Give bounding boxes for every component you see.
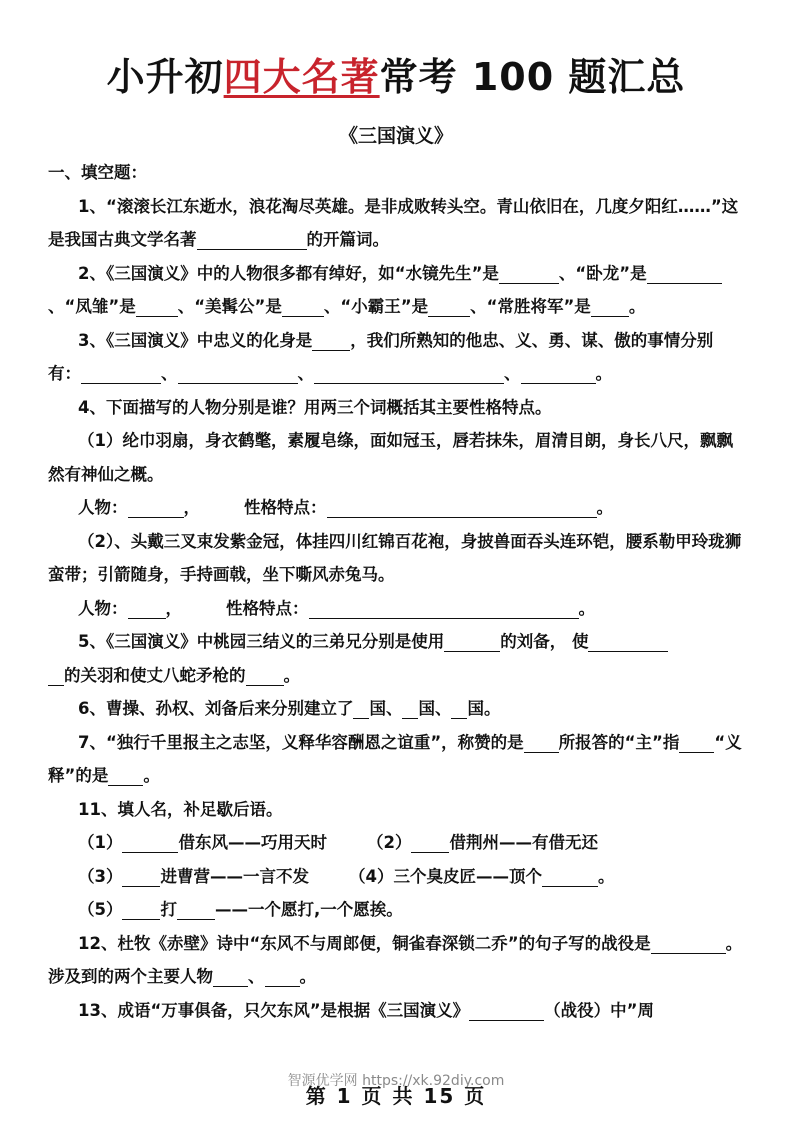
answer-blank — [122, 830, 178, 853]
document-title — [0, 52, 792, 102]
answer-blank — [178, 361, 298, 384]
question-4: 4、下面描写的人物分别是谁？用两三个词概括其主要性格特点。 — [78, 397, 552, 417]
question-4-passage-1: （1）纶巾羽扇，身衣鹤氅，素履皂绦，面如冠玉，唇若抹朱，眉清目朗，身长八尺，飘飘然有神仙之概。 — [48, 431, 733, 484]
question-3: 3、《三国演义》中忠义的化身是 ，我们所熟知的他忠、义、勇、谋、傲的事情分别有： 、 、 、 。 — [48, 324, 746, 391]
question-11-row-2: （3） 进曹营——一言不发 （4）三个臭皮匠——顶个 。 — [48, 860, 746, 894]
answer-blank — [524, 730, 559, 753]
answer-blank — [679, 730, 714, 753]
answer-blank — [48, 663, 64, 686]
title-suffix: 常考 100 题汇总 — [379, 55, 686, 99]
question-6: 6、曹操、孙权、刘备后来分别建立了 国、 国、 国。 — [48, 692, 746, 726]
watermark: 智源优学网 https://xk.92diy.com — [287, 1073, 505, 1089]
question-list — [48, 156, 746, 1027]
answer-blank — [499, 261, 559, 284]
question-13: 13、成语“万事俱备，只欠东风”是根据《三国演义》 （战役）中”周 — [48, 994, 746, 1028]
title-prefix: 小升初 — [106, 55, 224, 99]
question-11-row-1: （1） 借东风——巧用天时 （2） 借荆州——有借无还 — [48, 826, 746, 860]
title-highlight: 四大名著 — [223, 55, 380, 99]
answer-blank — [122, 864, 160, 887]
section-heading: 一、填空题： — [48, 163, 147, 182]
answer-blank — [177, 897, 215, 920]
answer-blank — [108, 763, 143, 786]
answer-blank — [122, 897, 160, 920]
page-number: 第 1 页 共 15 页 — [305, 1084, 487, 1108]
answer-blank — [588, 629, 668, 652]
question-11-row-3: （5） 打 ——一个愿打,一个愿挨。 — [48, 893, 746, 927]
question-12: 12、杜牧《赤壁》诗中“东风不与周郎便，铜雀春深锁二乔”的句子写的战役是 。涉及到的两个主要人物 、 。 — [48, 927, 746, 994]
answer-blank — [197, 227, 307, 250]
question-7: 7、“独行千里报主之志坚，义释华容酬恩之谊重”，称赞的是 所报答的“主”指 “义释”的是 。 — [48, 726, 746, 793]
answer-blank — [469, 998, 544, 1021]
answer-blank — [128, 596, 166, 619]
question-1: 1、“滚滚长江东逝水，浪花淘尽英雄。是非成败转头空。青山依旧在，几度夕阳红……”这是我国古典文学名著 的开篇词。 — [48, 196, 739, 249]
answer-blank — [353, 696, 369, 719]
question-4-answer-2: 人物： ， 性格特点： 。 — [48, 592, 746, 626]
question-4-passage-2: （2）、头戴三叉束发紫金冠，体挂四川红锦百花袍，身披兽面吞头连环铠，腰系勒甲玲珑狮蛮带；引箭随身，手持画戟，坐下嘶风赤兔马。 — [48, 531, 742, 584]
answer-blank — [542, 864, 598, 887]
question-2: 2、《三国演义》中的人物很多都有绰好，如“水镜先生”是 、“卧龙”是、“凤雏”是 、“美髯公”是 、“小霸王”是 、“常胜将军”是 。 — [48, 257, 746, 324]
answer-blank — [246, 663, 284, 686]
answer-blank — [451, 696, 467, 719]
answer-blank — [647, 261, 722, 284]
answer-blank — [128, 495, 184, 518]
answer-blank — [136, 294, 178, 317]
answer-blank — [309, 596, 579, 619]
question-5: 5、《三国演义》中桃园三结义的三弟兄分别是使用 的刘备， 使 的关羽和使丈八蛇矛枪的 。 — [48, 625, 746, 692]
answer-blank — [521, 361, 596, 384]
answer-blank — [651, 931, 726, 954]
answer-blank — [213, 964, 248, 987]
answer-blank — [428, 294, 470, 317]
answer-blank — [282, 294, 324, 317]
answer-blank — [444, 629, 500, 652]
answer-blank — [81, 361, 161, 384]
question-4-answer-1: 人物： ， 性格特点： 。 — [48, 491, 746, 525]
answer-blank — [591, 294, 629, 317]
answer-blank — [314, 361, 504, 384]
answer-blank — [265, 964, 300, 987]
book-subtitle: 《三国演义》 — [338, 125, 453, 147]
answer-blank — [411, 830, 449, 853]
answer-blank — [327, 495, 597, 518]
question-11: 11、填人名，补足歇后语。 — [78, 799, 283, 819]
answer-blank — [402, 696, 418, 719]
answer-blank — [312, 328, 350, 351]
